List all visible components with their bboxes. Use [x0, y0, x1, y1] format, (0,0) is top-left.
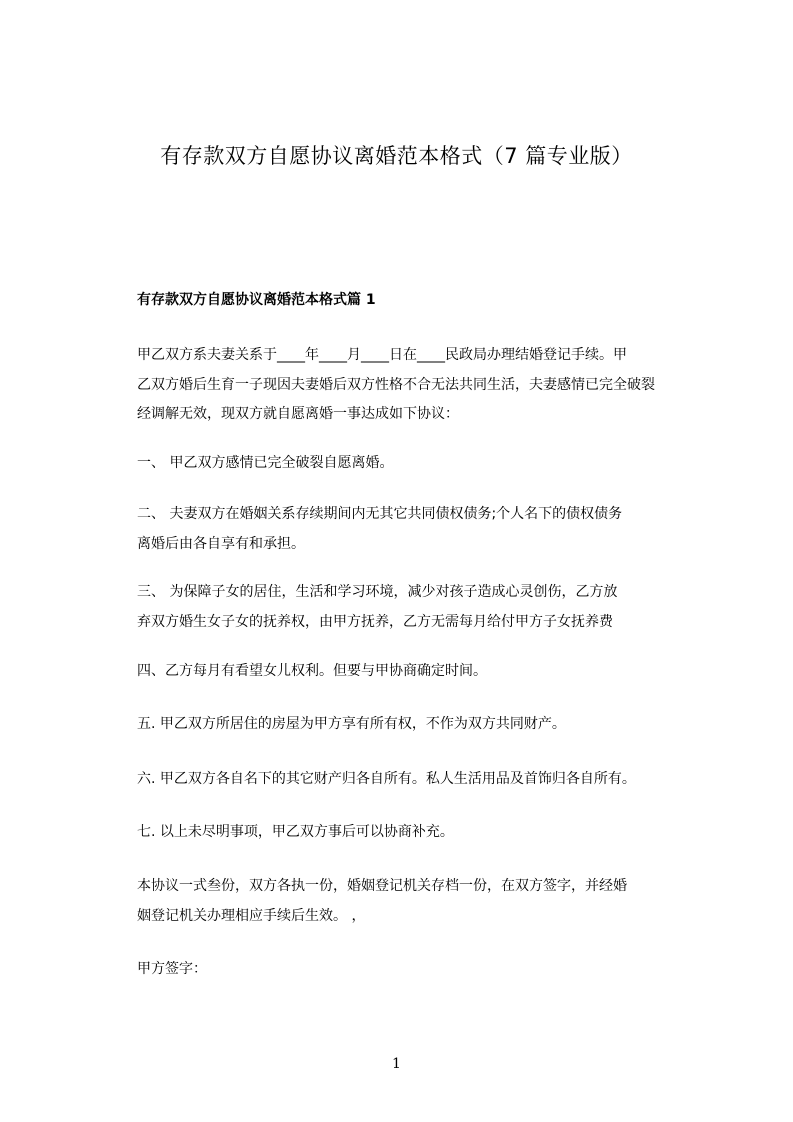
paragraph-line: 五. 甲乙双方所居住的房屋为甲方享有所有权，不作为双方共同财产。: [137, 716, 566, 732]
paragraph-clause-5: [137, 710, 717, 740]
paragraph-line: 本协议一式叁份，双方各执一份，婚姻登记机关存档一份，在双方签字，并经婚: [137, 878, 627, 894]
paragraph-line: 离婚后由各自享有和承担。: [137, 535, 305, 552]
paragraph-clause-3: [137, 578, 717, 637]
paragraph-line: 甲方签字：: [137, 961, 207, 977]
paragraph-clause-4: [137, 657, 717, 687]
paragraph-agreement-copies: [137, 872, 717, 931]
paragraph-line: 弃双方婚生女子女的抚养权，由甲方抚养，乙方无需每月给付甲方子女抚养费: [137, 613, 613, 630]
paragraph-line: 甲乙双方系夫妻关系于____年____月____日在____民政局办理结婚登记手续。甲: [137, 347, 627, 363]
page-number: 1: [392, 1056, 401, 1072]
paragraph-preamble: [137, 341, 717, 430]
paragraph-clause-1: [137, 449, 717, 479]
paragraph-line: 二、 夫妻双方在婚姻关系存续期间内无其它共同债权债务;个人名下的债权债务: [137, 506, 623, 522]
paragraph-clause-6: [137, 765, 717, 795]
paragraph-line: 四、乙方每月有看望女儿权利。但要与甲协商确定时间。: [137, 663, 487, 679]
paragraph-line: 一、 甲乙双方感情已完全破裂自愿离婚。: [137, 455, 394, 471]
paragraph-line: 三、 为保障子女的居住，生活和学习环境，减少对孩子造成心灵创伤，乙方放: [137, 584, 618, 600]
paragraph-clause-2: [137, 500, 717, 559]
signature-party-a: [137, 955, 717, 985]
paragraph-line: 姻登记机关办理相应手续后生效。 ，: [137, 907, 366, 924]
paragraph-line: 六. 甲乙双方各自名下的其它财产归各自所有。私人生活用品及首饰归各自所有。: [137, 771, 636, 787]
paragraph-line: 经调解无效，现双方就自愿离婚一事达成如下协议：: [137, 406, 459, 422]
document-title: 有存款双方自愿协议离婚范本格式（7 篇专业版）: [160, 144, 633, 168]
paragraph-line: 七. 以上未尽明事项，甲乙双方事后可以协商补充。: [137, 824, 454, 840]
paragraph-line: 乙双方婚后生育一子现因夫妻婚后双方性格不合无法共同生活，夫妻感情已完全破裂: [137, 376, 655, 393]
paragraph-clause-7: [137, 818, 717, 848]
section-heading: 有存款双方自愿协议离婚范本格式篇 1: [137, 292, 376, 308]
